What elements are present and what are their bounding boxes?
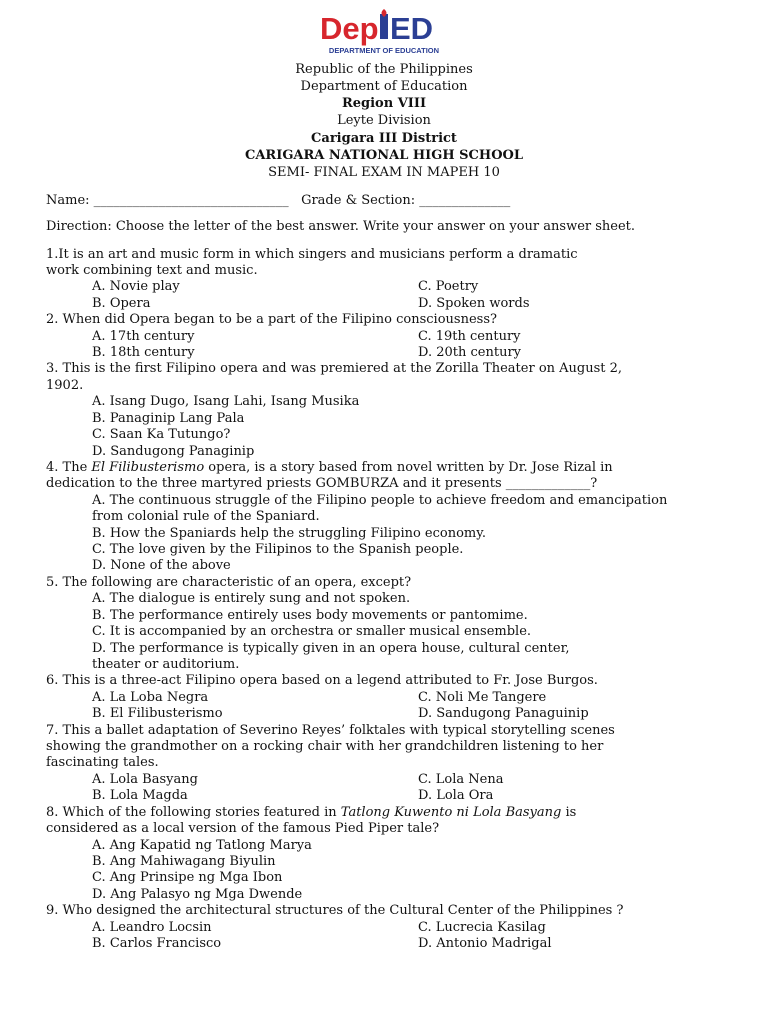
q7-text-3: fascinating tales. xyxy=(46,755,159,770)
q9-text: 9. Who designed the architectural structures of the Cultural Center of the Philippines ? xyxy=(46,903,624,918)
q8-text-2: considered as a local version of the famous Pied Piper tale? xyxy=(46,821,440,836)
q3-option-d: D. Sandugong Panaginip xyxy=(92,444,255,459)
q8-option-d: D. Ang Palasyo ng Mga Dwende xyxy=(92,887,303,902)
q2-text: 2. When did Opera began to be a part of the Filipino consciousness? xyxy=(46,312,497,327)
direction: Direction: Choose the letter of the best answer. Write your answer on your answer sheet. xyxy=(46,219,636,234)
name-blank: ______________________________ xyxy=(93,193,289,208)
svg-text:DEPARTMENT OF EDUCATION: DEPARTMENT OF EDUCATION xyxy=(328,46,440,55)
q5-option-d-2: theater or auditorium. xyxy=(92,657,240,672)
q7-options-bd: B. Lola Magda D. Lola Ora xyxy=(92,788,494,803)
q4-option-a: A. The continuous struggle of the Filipino people to achieve freedom and emancipation xyxy=(92,493,668,508)
q9-options-ac: A. Leandro Locsin C. Lucrecia Kasilag xyxy=(92,920,546,935)
q8-option-b: B. Ang Mahiwagang Biyulin xyxy=(92,854,276,869)
q5-option-c: C. It is accompanied by an orchestra or smaller musical ensemble. xyxy=(92,624,532,639)
q6-text: 6. This is a three-act Filipino opera based on a legend attributed to Fr. Jose Burgos. xyxy=(46,673,598,688)
q3-option-b: B. Panaginip Lang Pala xyxy=(92,411,245,426)
name-grade-line xyxy=(46,193,728,209)
q3-option-a: A. Isang Dugo, Isang Lahi, Isang Musika xyxy=(92,394,360,409)
q7-text-2: showing the grandmother on a rocking chair with her grandchildren listening to her xyxy=(46,739,604,754)
q4-text-2: dedication to the three martyred priests GOMBURZA and it presents _____________? xyxy=(46,476,598,491)
q1-options-ac: A. Novie play C. Poetry xyxy=(92,279,479,294)
header-district: Carigara III District xyxy=(311,131,457,146)
svg-text:Dep: Dep xyxy=(320,11,379,46)
q4-option-c: C. The love given by the Filipinos to the Spanish people. xyxy=(92,542,464,557)
q1-options-bd: B. Opera D. Spoken words xyxy=(92,296,530,311)
q7-options-ac: A. Lola Basyang C. Lola Nena xyxy=(92,772,504,787)
q4-text: 4. The El Filibusterismo opera, is a story based from novel written by Dr. Jose Rizal in xyxy=(46,460,613,475)
q8-option-a: A. Ang Kapatid ng Tatlong Marya xyxy=(92,838,312,853)
q8-text: 8. Which of the following stories featured in Tatlong Kuwento ni Lola Basyang is xyxy=(46,805,577,820)
header-department: Department of Education xyxy=(300,79,468,94)
header-region: Region VIII xyxy=(341,96,427,111)
header-republic: Republic of the Philippines xyxy=(295,62,473,77)
q9-options-bd: B. Carlos Francisco D. Antonio Madrigal xyxy=(92,936,552,951)
q4-option-b: B. How the Spaniards help the struggling Filipino economy. xyxy=(92,526,487,541)
q3-option-c: C. Saan Ka Tutungo? xyxy=(92,427,231,442)
header-school: CARIGARA NATIONAL HIGH SCHOOL xyxy=(245,148,523,163)
grade-label: Grade & Section: xyxy=(301,193,416,208)
name-label: Name: xyxy=(46,193,90,208)
q8-option-c: C. Ang Prinsipe ng Mga Ibon xyxy=(92,870,283,885)
q3-text-2: 1902. xyxy=(46,378,84,393)
q4-option-d: D. None of the above xyxy=(92,558,231,573)
deped-logo xyxy=(318,8,450,58)
q5-option-a: A. The dialogue is entirely sung and not spoken. xyxy=(92,591,411,606)
q1-text: 1.It is an art and music form in which singers and musicians perform a dramatic xyxy=(46,247,578,262)
q2-options-ac: A. 17th century C. 19th century xyxy=(92,329,521,344)
q6-options-ac: A. La Loba Negra C. Noli Me Tangere xyxy=(92,690,547,705)
q4-option-a-2: from colonial rule of the Spaniard. xyxy=(92,509,320,524)
q5-option-d: D. The performance is typically given in an opera house, cultural center, xyxy=(92,641,570,656)
q2-options-bd: B. 18th century D. 20th century xyxy=(92,345,521,360)
q5-option-b: B. The performance entirely uses body movements or pantomime. xyxy=(92,608,528,623)
q5-text: 5. The following are characteristic of an opera, except? xyxy=(46,575,412,590)
header-exam-title: SEMI- FINAL EXAM IN MAPEH 10 xyxy=(268,165,500,180)
torch-icon xyxy=(380,14,388,39)
grade-blank: ______________ xyxy=(419,193,511,208)
q6-options-bd: B. El Filibusterismo D. Sandugong Panaguinip xyxy=(92,706,589,721)
q3-text: 3. This is the first Filipino opera and was premiered at the Zorilla Theater on August 2, xyxy=(46,361,623,376)
q1-text-2: work combining text and music. xyxy=(46,263,258,278)
q7-text: 7. This a ballet adaptation of Severino Reyes’ folktales with typical storytelling scenes xyxy=(46,723,615,738)
header-division: Leyte Division xyxy=(337,113,431,128)
svg-text:ED: ED xyxy=(390,11,434,46)
